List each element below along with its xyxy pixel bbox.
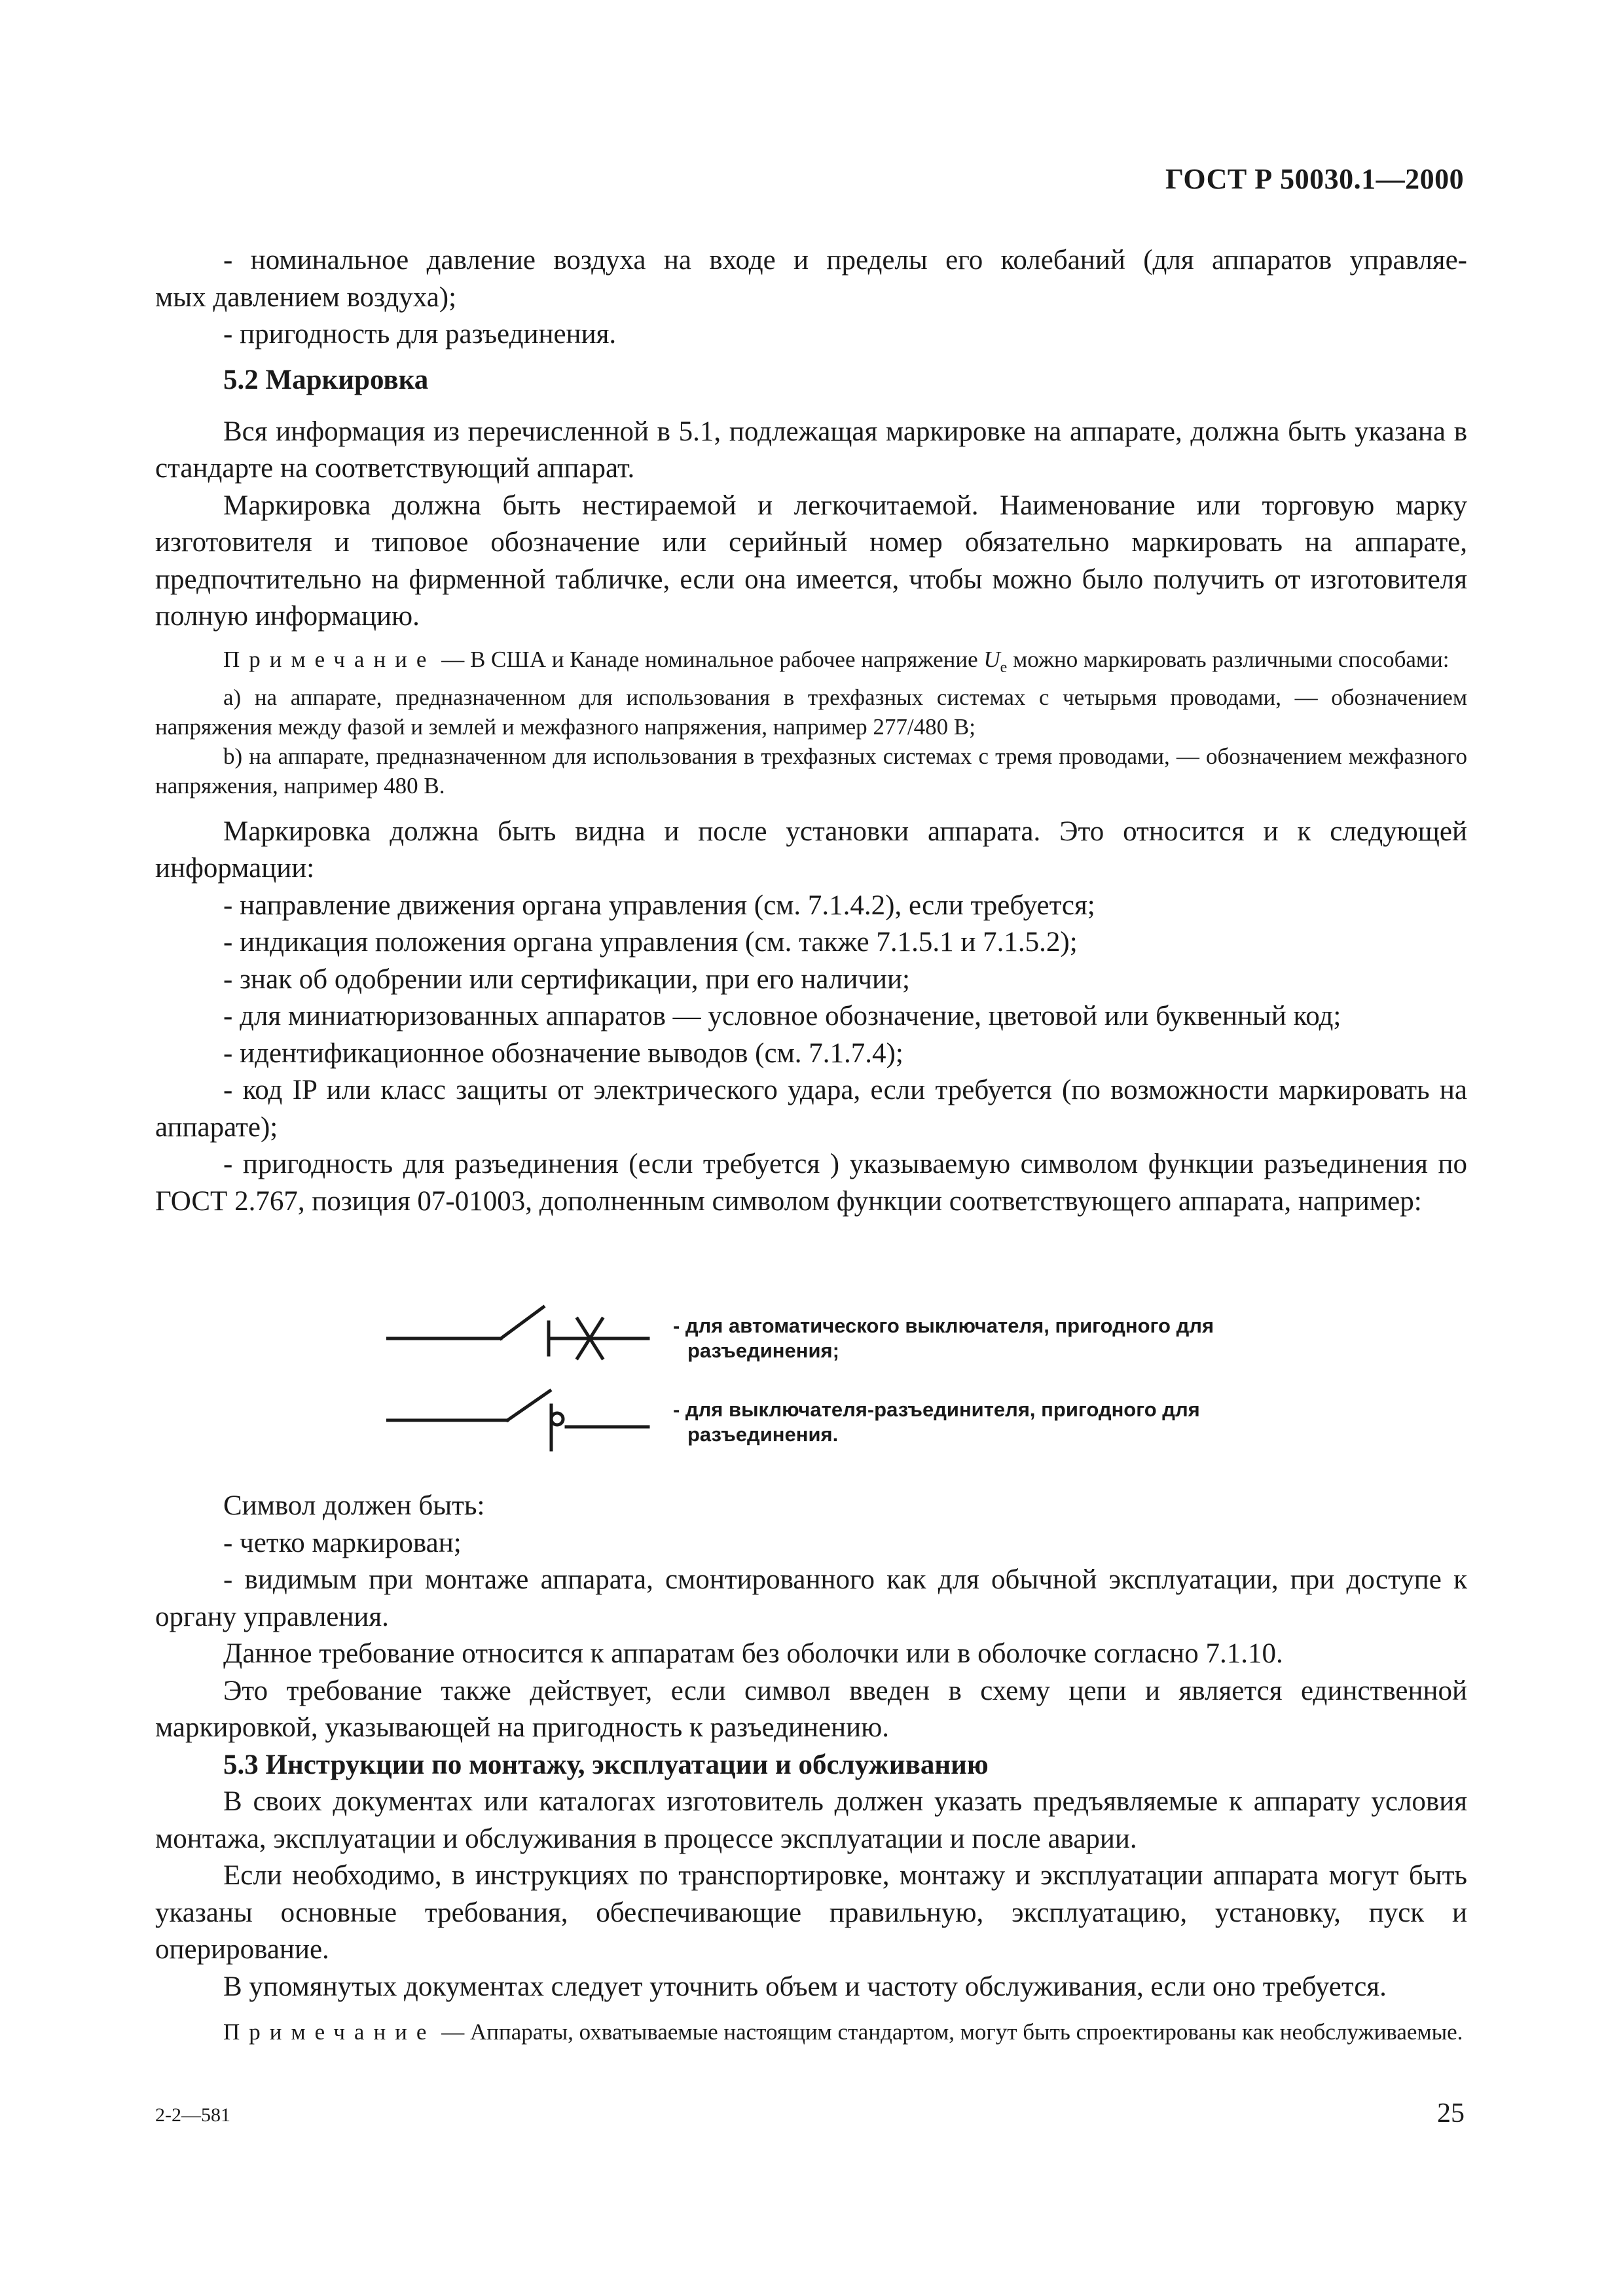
document-header-id: ГОСТ Р 50030.1—2000 xyxy=(1165,163,1465,195)
list-item: - для миниатюризованных аппаратов — условное обозначение, цветовой или буквенный код; xyxy=(223,1001,1341,1031)
switch-disconnector-symbol xyxy=(386,1391,648,1450)
switch-symbols-svg xyxy=(386,1293,661,1463)
voltage-symbol: U xyxy=(983,646,1000,672)
note-label: Примечание xyxy=(223,646,436,672)
list-item: - видимым при монтаже аппарата, смонтированного как для обычной эксплуатации, при доступе к органу управления. xyxy=(155,1564,1467,1632)
section-5-2-continued xyxy=(155,1488,1467,2047)
paragraph: В своих документах или каталогах изготовитель должен указать предъявляемые к аппарату условия монтажа, эксплуатации и обслуживания в процессе эксплуатации и после аварии. xyxy=(155,1786,1467,1854)
footer-code: 2-2—581 xyxy=(155,2104,230,2126)
list-item: - идентификационное обозначение выводов (см. 7.1.7.4); xyxy=(223,1037,903,1069)
paragraph: В упомянутых документах следует уточнить объем и частоту обслуживания, если оно требуется. xyxy=(223,1971,1387,2002)
circuit-breaker-symbol xyxy=(386,1307,648,1358)
list-item-continuation: мых давлением воздуха); xyxy=(155,281,457,313)
list-item: - номинальное давление воздуха на входе и пределы его колебаний (для аппаратов управляе- xyxy=(223,245,1467,276)
note-block xyxy=(155,645,1467,800)
list-item: - направление движения органа управления (см. 7.1.4.2), если требуется; xyxy=(223,889,1095,921)
note-item-b: b) на аппарате, предназначенном для использования в трехфазных системах с тремя проводами, — обозначением межфазного напряжения, например 480 В. xyxy=(155,743,1467,798)
note-intro: Примечание — В США и Канаде номинальное рабочее напряжение $U_e$ можно маркировать различными способами: xyxy=(223,646,1450,676)
top-block xyxy=(155,242,1467,353)
note-label: Примечание xyxy=(223,2019,436,2045)
list-item: - индикация положения органа управления (см. также 7.1.5.1 и 7.1.5.2); xyxy=(223,927,1078,958)
paragraph: Если необходимо, в инструкциях по транспортировке, монтажу и эксплуатации аппарата могут быть указаны основные требования, обеспечивающие правильную, эксплуатацию, установку, пуск и оперирование. xyxy=(155,1860,1467,1965)
list-item: - знак об одобрении или сертификации, при его наличии; xyxy=(223,963,910,995)
note-block xyxy=(155,2017,1467,2047)
symbol-caption-breaker: - для автоматического выключателя, пригодного для разъединения; xyxy=(673,1314,1214,1362)
page-number: 25 xyxy=(1437,2098,1465,2128)
section-5-2 xyxy=(155,362,1467,1220)
paragraph: Это требование также действует, если символ введен в схему цепи и является единственной маркировкой, указывающей на пригодность к разъединению. xyxy=(155,1675,1467,1743)
paragraph: Символ должен быть: xyxy=(223,1490,485,1521)
list-item: - код IP или класс защиты от электрического удара, если требуется (по возможности маркировать на аппарате); xyxy=(155,1075,1467,1143)
paragraph: Вся информация из перечисленной в 5.1, подлежащая маркировке на аппарате, должна быть указана в стандарте на соответствующий аппарат. xyxy=(155,416,1467,484)
list-item: - четко маркирован; xyxy=(223,1527,462,1558)
paragraph: Данное требование относится к аппаратам без оболочки или в оболочке согласно 7.1.10. xyxy=(223,1638,1283,1669)
paragraph: Маркировка должна быть видна и после установки аппарата. Это относится и к следующей информации: xyxy=(155,816,1467,884)
note-text: Примечание — Аппараты, охватываемые настоящим стандартом, могут быть спроектированы как необслуживаемые. xyxy=(223,2019,1463,2045)
symbol-caption-disconnector: - для выключателя-разъединителя, пригодного для разъединения. xyxy=(673,1398,1200,1446)
section-heading: 5.2 Маркировка xyxy=(223,365,429,395)
list-item: - пригодность для разъединения. xyxy=(223,319,617,350)
list-item: - пригодность для разъединения (если требуется ) указываемую символом функции разъединения по ГОСТ 2.767, позиция 07-01003, дополненным символом функции соответствующего аппарата, например: xyxy=(155,1149,1467,1217)
note-item-a: а) на аппарате, предназначенном для использования в трехфазных системах с четырьмя проводами, — обозначением напряжения между фазой и землей и межфазного напряжения, например 277/480 В; xyxy=(155,684,1467,740)
symbols-figure xyxy=(386,1293,1303,1463)
paragraph: Маркировка должна быть нестираемой и легкочитаемой. Наименование или торговую марку изготовителя и типовое обозначение или серийный номер обязательно маркировать на аппарате, предпочтительно на фирменной табличке, если она имеется, чтобы можно было получить от изготовителя полную информацию. xyxy=(155,490,1467,632)
section-heading: 5.3 Инструкции по монтажу, эксплуатации и обслуживанию xyxy=(223,1749,989,1780)
